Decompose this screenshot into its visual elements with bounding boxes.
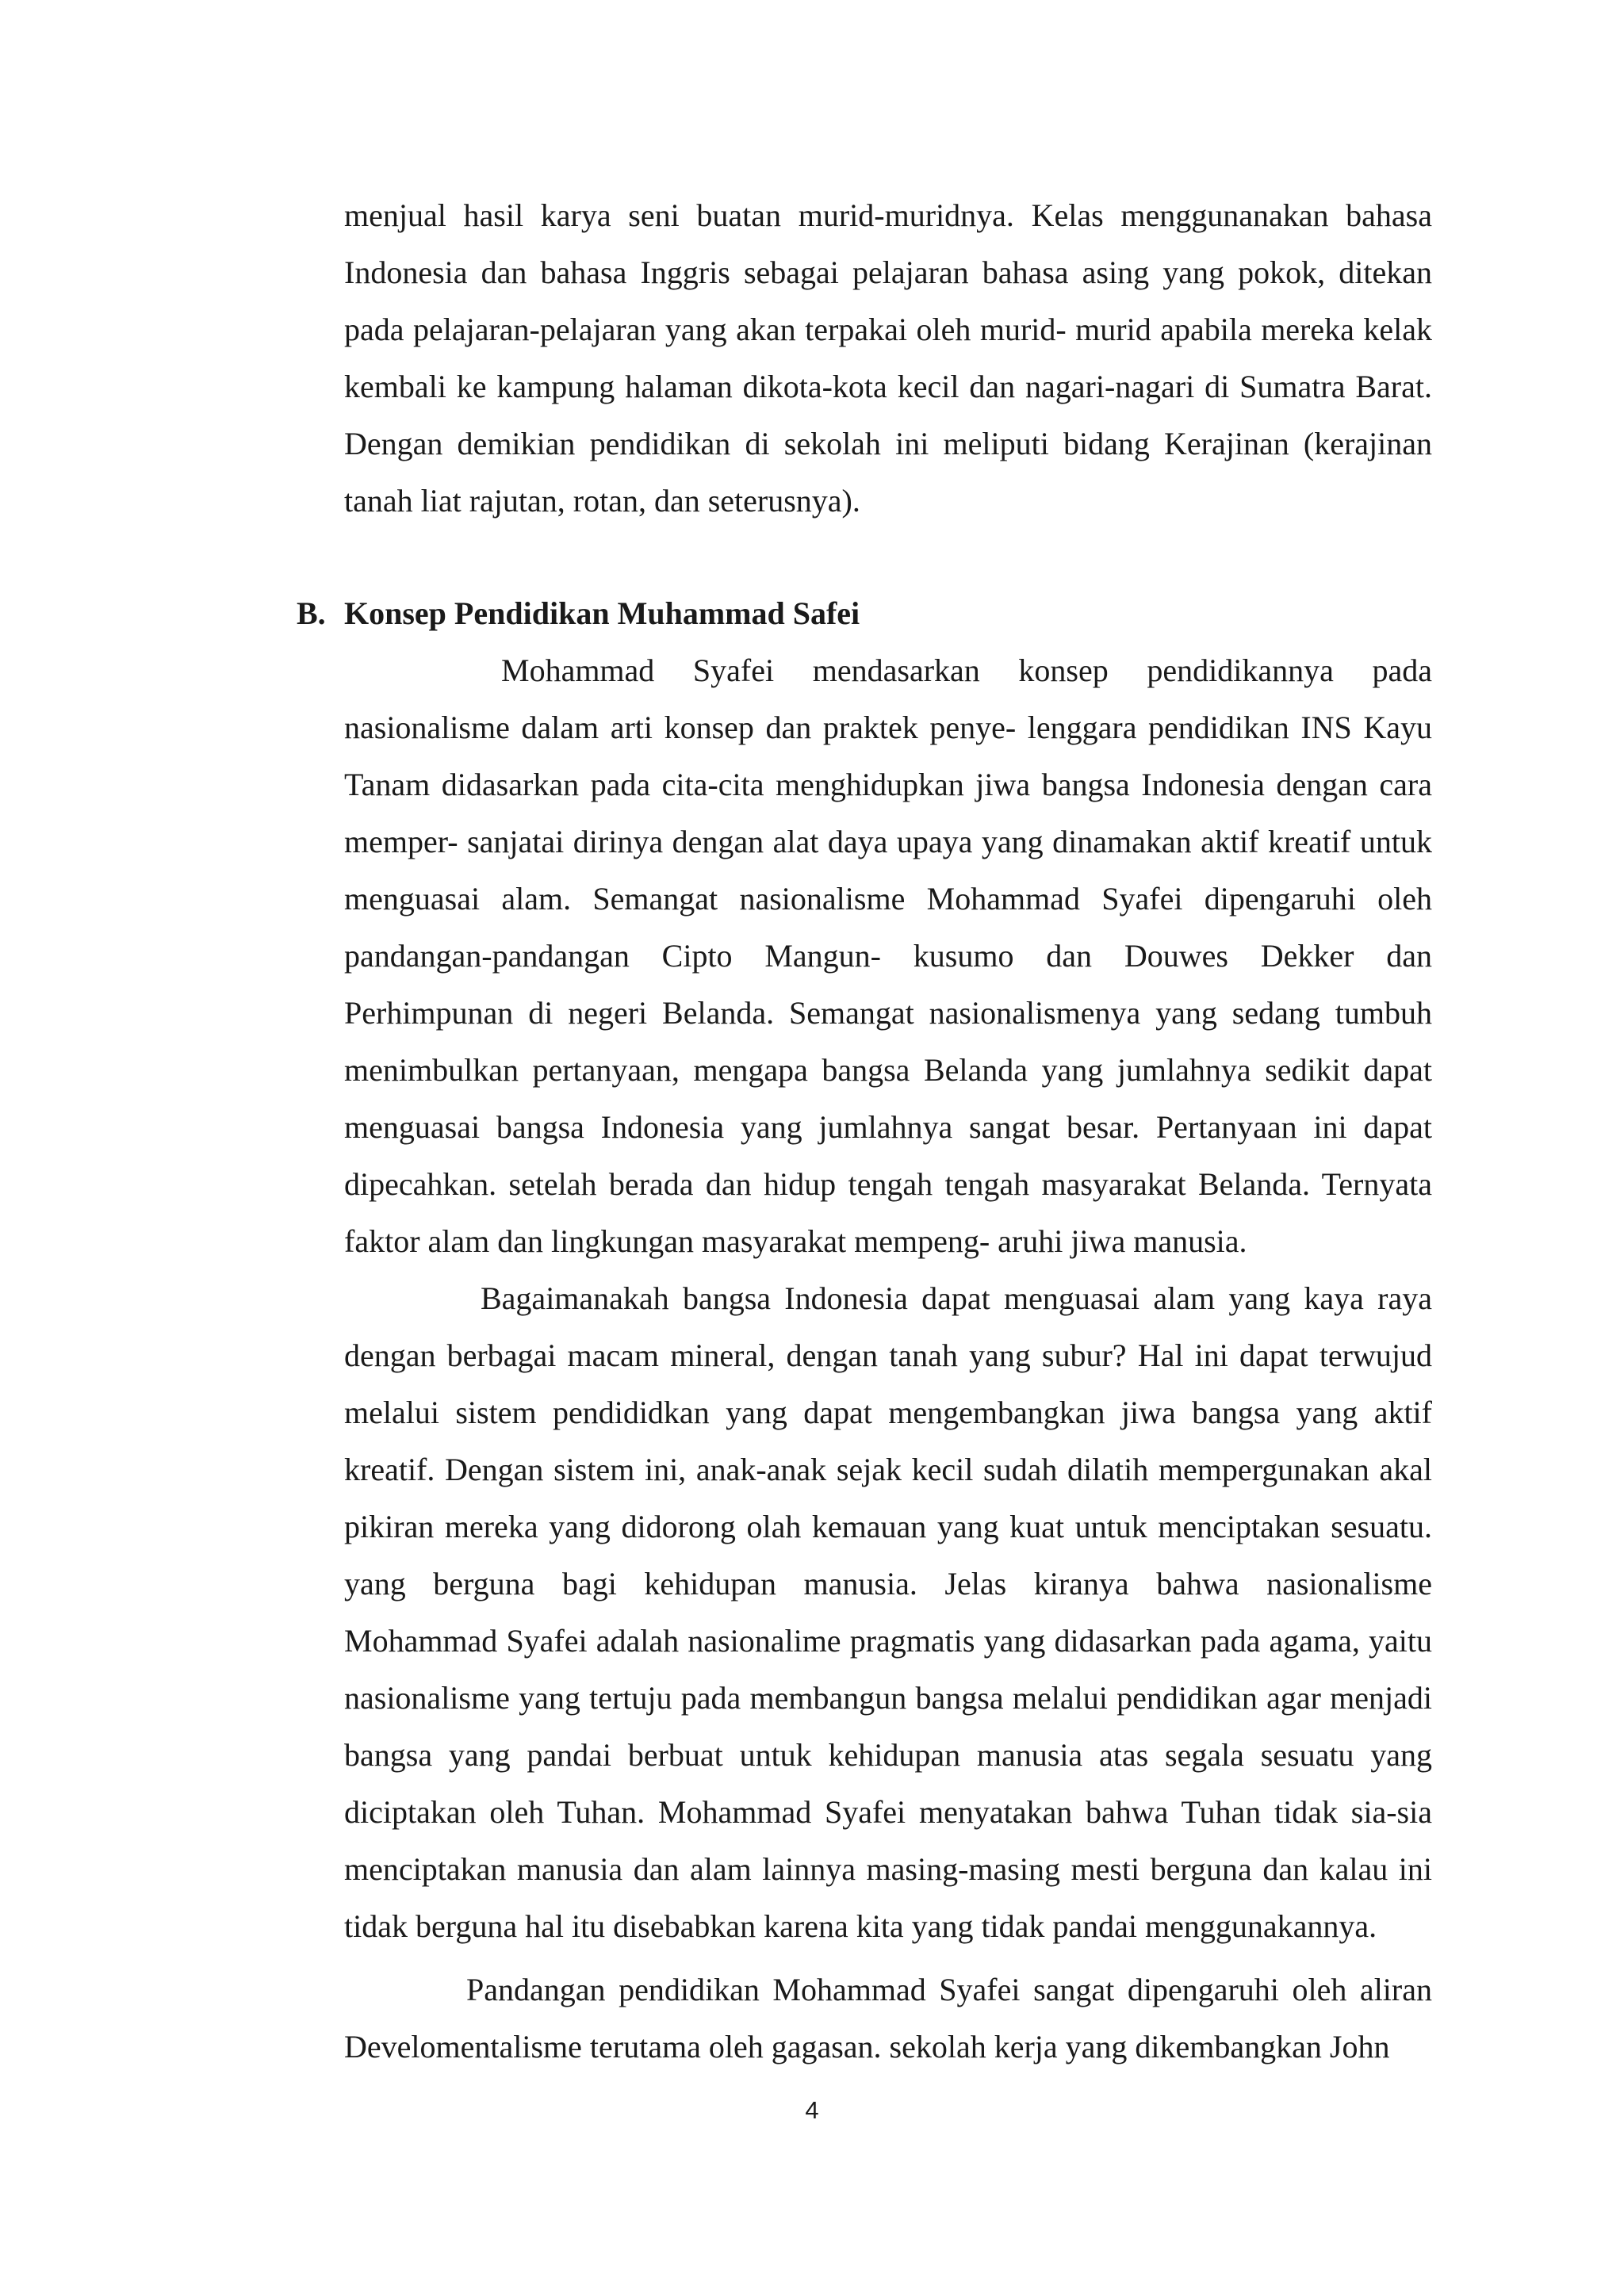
paragraph-section-b-3: Pandangan pendidikan Mohammad Syafei sangat dipengaruhi oleh aliran Develomentalisme terutama oleh gagasan. sekolah kerja yang dikembangkan John xyxy=(344,1972,1432,2064)
paragraph-continuation: menjual hasil karya seni buatan murid-muridnya. Kelas menggunanakan bahasa Indonesia dan bahasa Inggris sebagai pelajaran bahasa asing yang pokok, ditekan pada pelajaran-pelajaran yang akan terpakai oleh murid- murid apabila mereka kelak kembali ke kampung halaman dikota-kota kecil dan nagari-nagari di Sumatra Barat. Dengan demikian pendidikan di sekolah ini meliputi bidang Kerajinan (kerajinan tanah liat rajutan, rotan, dan seterusnya). xyxy=(344,197,1432,519)
section-heading xyxy=(297,585,860,642)
paragraph-section-b-1: Mohammad Syafei mendasarkan konsep pendidikannya pada nasionalisme dalam arti konsep dan praktek penye- lenggara pendidikan INS Kayu Tanam didasarkan pada cita-cita menghidupkan jiwa bangsa Indonesia dengan cara memper- sanjatai dirinya dengan alat daya upaya yang dinamakan aktif kreatif untuk menguasai alam. Semangat nasionalisme Mohammad Syafei dipengaruhi oleh pandangan-pandangan Cipto Mangun- kusumo dan Douwes Dekker dan Perhimpunan di negeri Belanda. Semangat nasionalismenya yang sedang tumbuh menimbulkan pertanyaan, mengapa bangsa Belanda yang jumlahnya sedikit dapat menguasai bangsa Indonesia yang jumlahnya sangat besar. Pertanyaan ini dapat dipecahkan. setelah berada dan hidup tengah tengah masyarakat Belanda. Ternyata faktor alam dan lingkungan masyarakat mempeng- aruhi jiwa manusia. xyxy=(344,652,1432,1259)
section-heading-title: Konsep Pendidikan Muhammad Safei xyxy=(344,595,860,631)
page-number: 4 xyxy=(805,2096,819,2124)
paragraph-section-b-2: Bagaimanakah bangsa Indonesia dapat menguasai alam yang kaya raya dengan berbagai macam mineral, dengan tanah yang subur? Hal ini dapat terwujud melalui sistem pendididkan yang dapat mengembangkan jiwa bangsa yang aktif kreatif. Dengan sistem ini, anak-anak sejak kecil sudah dilatih mempergunakan akal pikiran mereka yang didorong olah kemauan yang kuat untuk menciptakan sesuatu. yang berguna bagi kehidupan manusia. Jelas kiranya bahwa nasionalisme Mohammad Syafei adalah nasionalime pragmatis yang didasarkan pada agama, yaitu nasionalisme yang tertuju pada membangun bangsa melalui pendidikan agar menjadi bangsa yang pandai berbuat untuk kehidupan manusia atas segala sesuatu yang diciptakan oleh Tuhan. Mohammad Syafei menyatakan bahwa Tuhan tidak sia-sia menciptakan manusia dan alam lainnya masing-masing mesti berguna dan kalau ini tidak berguna hal itu disebabkan karena kita yang tidak pandai menggunakannya. xyxy=(344,1280,1432,1944)
section-heading-letter: B. xyxy=(297,595,326,631)
